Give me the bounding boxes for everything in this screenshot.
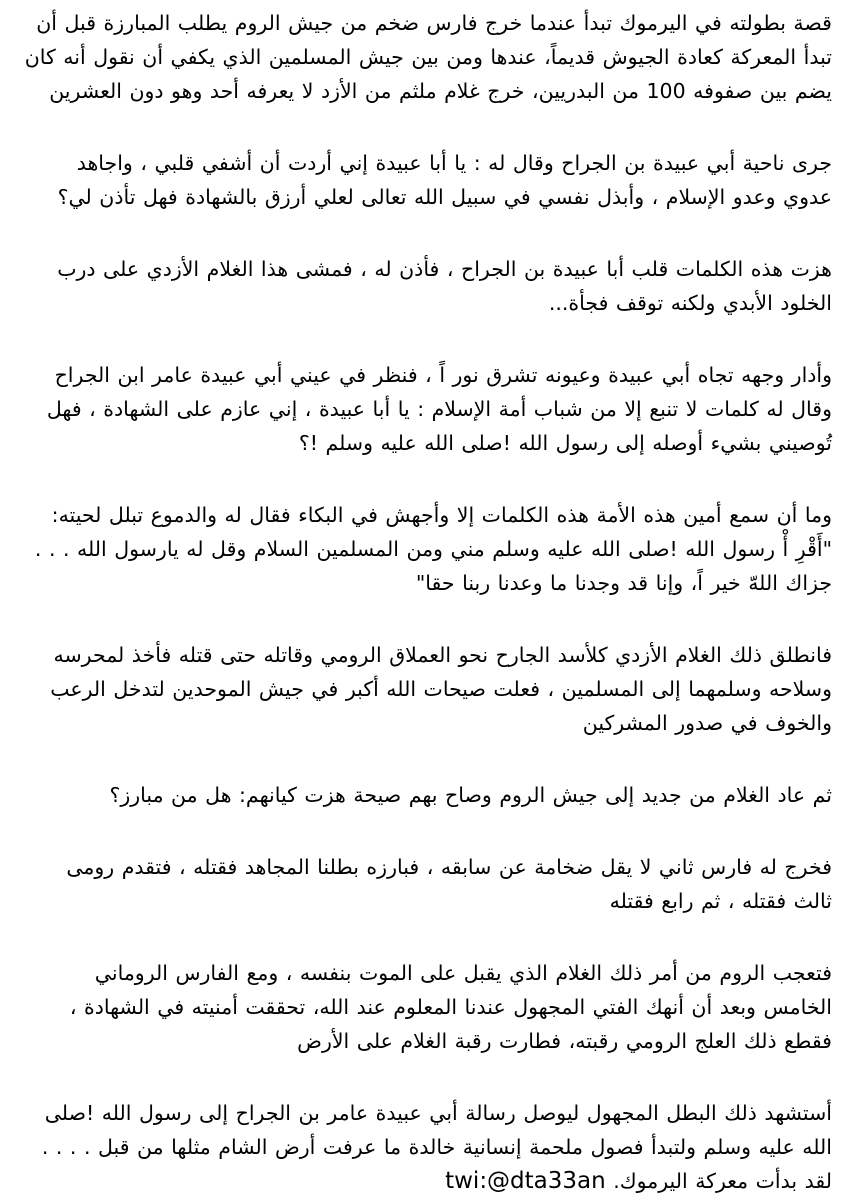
paragraph-1: قصة بطولته في اليرموك تبدأ عندما خرج فارس ضخم من جيش الروم يطلب المبارزة قبل أن تبدأ المعركة كعادة الجيوش قديماً، عندها ومن بين جيش المسلمين الذي يكفي أن نقول أنه كان يضم بين صفوفه 100 من البدريين، خرج غلام ملثم من الأزد لا يعرفه أحد وهو دون العشرين bbox=[24, 11, 832, 103]
twitter-handle: twi:@dta33an bbox=[445, 1168, 606, 1194]
paragraph-4: وأدار وجهه تجاه أبي عبيدة وعيونه تشرق نور اً ، فنظر في عيني أبي عبيدة عامر ابن الجراح وقال له كلمات لا تنبع إلا من شباب أمة الإسلام : يا أبا عبيدة ، إني عازم على الشهادة ، فهل تُوصيني بشيء أوصله إلى رسول الله !صلى الله عليه وسلم !؟ bbox=[46, 363, 832, 455]
paragraph-2: جرى ناحية أبي عبيدة بن الجراح وقال له : يا أبا عبيدة إني أردت أن أشفي قلبي ، واجاهد عدوي وعدو الإسلام ، وأبذل نفسي في سبيل الله تعالى لعلي أرزق بالشهادة فهل تأذن لي؟ bbox=[57, 151, 832, 209]
paragraph-9: فتعجب الروم من أمر ذلك الغلام الذي يقبل على الموت بنفسه ، ومع الفارس الروماني الخامس وبعد أن أنهك الفتي المجهول عندنا المعلوم عند الله، تحققت أمنيته في الشهادة ، فقطع ذلك العلج الرومي رقبته، فطارت رقبة الغلام على الأرض bbox=[69, 961, 832, 1053]
paragraph-7: ثم عاد الغلام من جديد إلى جيش الروم وصاح بهم صيحة هزت كيانهم: هل من مبارز؟ bbox=[109, 783, 832, 807]
paragraph-6: فانطلق ذلك الغلام الأزدي كلأسد الجارح نحو العملاق الرومي وقاتله حتى قتله فأخذ لمحرسه وسلاحه وسلمهما إلى المسلمين ، فعلت صيحات الله أكبر في جيش الموحدين لتدخل الرعب والخوف في صدور المشركين bbox=[50, 643, 832, 735]
paragraph-5: وما أن سمع أمين هذه الأمة هذه الكلمات إلا وأجهش في البكاء فقال له والدموع تبلل لحيته: "أَقْرِ أْ رسول الله !صلى الله عليه وسلم مني ومن المسلمين السلام وقل له يارسول الله . . . جزاك اللهّ خير اً، وإنا قد وجدنا ما وعدنا ربنا حقا" bbox=[34, 503, 832, 595]
paragraph-3: هزت هذه الكلمات قلب أبا عبيدة بن الجراح ، فأذن له ، فمشى هذا الغلام الأزدي على درب الخلود الأبدي ولكنه توقف فجأة... bbox=[57, 257, 832, 315]
paragraph-8: فخرج له فارس ثاني لا يقل ضخامة عن سابقه ، فبارزه بطلنا المجاهد فقتله ، فتقدم رومى ثالث فقتله ، ثم رابع فقتله bbox=[66, 855, 832, 913]
paragraph-10-text: أستشهد ذلك البطل المجهول ليوصل رسالة أبي عبيدة عامر بن الجراح إلى رسول الله !صلى الله عليه وسلم ولتبدأ فصول ملحمة إنسانية خالدة ما عرفت أرض الشام مثلها من قبل . . . . لقد بدأت معركة اليرموك. bbox=[41, 1101, 832, 1193]
paragraph-10 bbox=[22, 1096, 832, 1198]
